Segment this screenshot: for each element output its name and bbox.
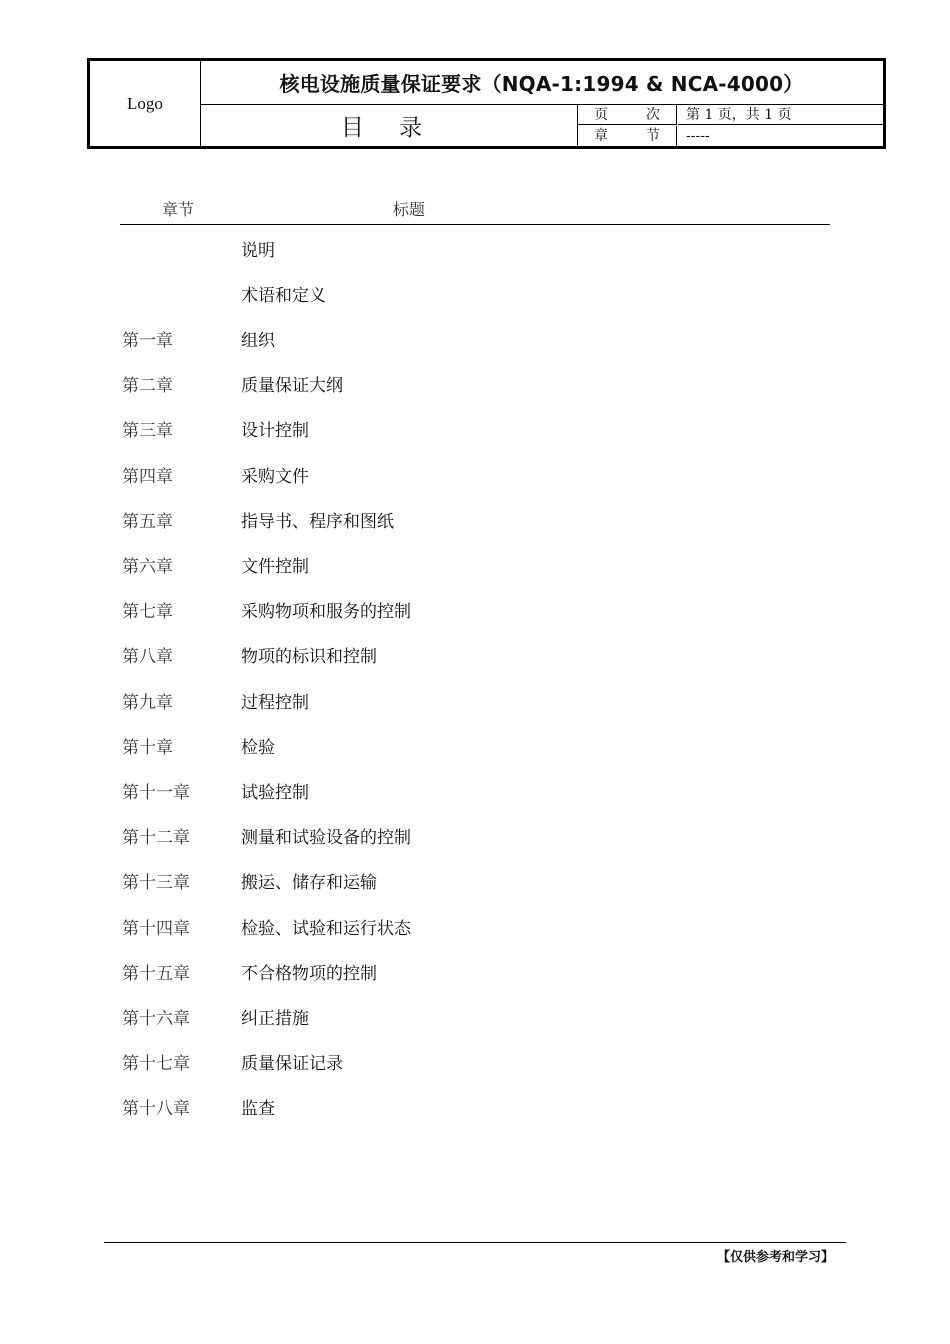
toc-title: 不合格物项的控制	[241, 964, 377, 984]
toc-chapter: 第十二章	[122, 828, 190, 848]
toc-row	[122, 1049, 822, 1077]
toc-title: 测量和试验设备的控制	[241, 828, 411, 848]
toc-title: 质量保证大纲	[241, 376, 343, 396]
toc-row	[122, 1004, 822, 1032]
toc-header	[120, 196, 830, 225]
toc-chapter: 第十七章	[122, 1054, 190, 1074]
toc-chapter: 第十五章	[122, 964, 190, 984]
toc-chapter: 第八章	[122, 647, 173, 667]
document-title: 核电设施质量保证要求（NQA-1:1994 & NCA-4000）	[200, 61, 883, 105]
toc-col-chapter: 章节	[162, 200, 195, 219]
toc-col-title: 标题	[393, 200, 426, 219]
page-label-char-1: 页	[594, 107, 608, 123]
chapter-label	[578, 126, 677, 146]
toc-row	[122, 507, 822, 535]
toc-chapter: 第十章	[122, 738, 173, 758]
toc-row	[122, 1094, 822, 1122]
toc-chapter: 第一章	[122, 331, 173, 351]
toc-row	[122, 823, 822, 851]
toc-chapter: 第十六章	[122, 1009, 190, 1029]
toc-title: 指导书、程序和图纸	[241, 512, 394, 532]
toc-chapter: 第六章	[122, 557, 173, 577]
toc-chapter: 第九章	[122, 693, 173, 713]
toc-row	[122, 733, 822, 761]
section-title: 目 录	[200, 105, 578, 146]
document-header	[87, 58, 886, 149]
toc-row	[122, 688, 822, 716]
toc-title: 物项的标识和控制	[241, 647, 377, 667]
toc-chapter: 第十三章	[122, 873, 190, 893]
logo: Logo	[90, 61, 201, 146]
toc-row	[122, 281, 822, 309]
toc-row	[122, 416, 822, 444]
chapter-value: -----	[686, 128, 710, 144]
toc-chapter: 第三章	[122, 421, 173, 441]
toc-chapter: 第二章	[122, 376, 173, 396]
toc-chapter: 第五章	[122, 512, 173, 532]
page-label-char-2: 次	[646, 107, 660, 123]
toc-title: 组织	[241, 331, 275, 351]
toc-title: 检验	[241, 738, 275, 758]
toc-title: 纠正措施	[241, 1009, 309, 1029]
toc-chapter: 第十一章	[122, 783, 190, 803]
toc-row	[122, 642, 822, 670]
toc-title: 说明	[241, 241, 275, 261]
chapter-label-char-2: 节	[646, 128, 660, 144]
toc-chapter: 第十八章	[122, 1099, 190, 1119]
toc-chapter: 第七章	[122, 602, 173, 622]
toc-row	[122, 326, 822, 354]
page-label	[578, 105, 677, 125]
toc-title: 检验、试验和运行状态	[241, 919, 411, 939]
toc-title: 采购物项和服务的控制	[241, 602, 411, 622]
toc-title: 质量保证记录	[241, 1054, 343, 1074]
page-value: 第 1 页，共 1 页	[678, 105, 883, 125]
toc-title: 监查	[241, 1099, 275, 1119]
toc-title: 文件控制	[241, 557, 309, 577]
toc-row	[122, 914, 822, 942]
toc-chapter: 第十四章	[122, 919, 190, 939]
toc-title: 采购文件	[241, 467, 309, 487]
footer-divider	[104, 1242, 846, 1243]
toc-title: 设计控制	[241, 421, 309, 441]
toc-row	[122, 552, 822, 580]
toc-row	[122, 236, 822, 264]
toc-row	[122, 778, 822, 806]
toc-title: 术语和定义	[241, 286, 326, 306]
toc-title: 搬运、储存和运输	[241, 873, 377, 893]
toc-row	[122, 868, 822, 896]
toc-chapter: 第四章	[122, 467, 173, 487]
toc-row	[122, 462, 822, 490]
toc-row	[122, 371, 822, 399]
footer-note: 【仅供参考和学习】	[716, 1250, 834, 1265]
toc-title: 过程控制	[241, 693, 309, 713]
toc-row	[122, 597, 822, 625]
chapter-label-char-1: 章	[594, 128, 608, 144]
toc-row	[122, 959, 822, 987]
toc-title: 试验控制	[241, 783, 309, 803]
